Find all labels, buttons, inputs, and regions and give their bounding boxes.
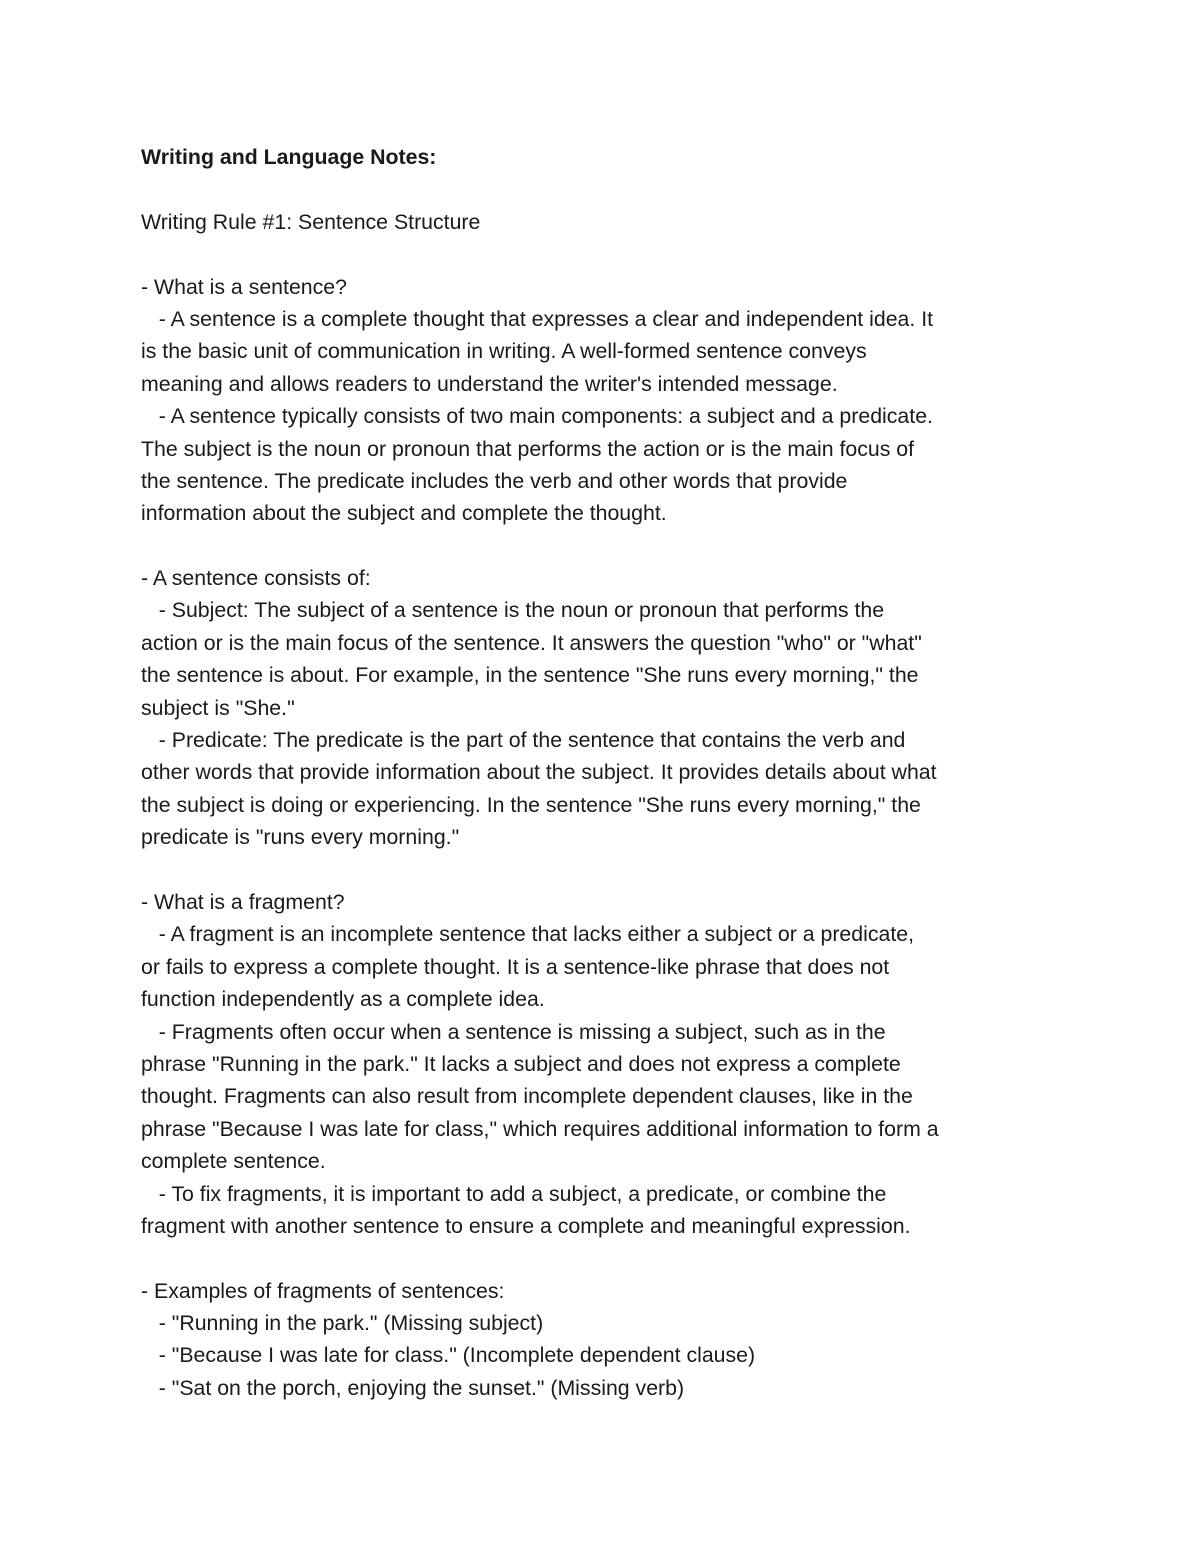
text-line: or fails to express a complete thought. It is a sentence-like phrase that does not [141,954,890,979]
text-line: the subject is doing or experiencing. In the sentence "She runs every morning," the [141,792,921,817]
text-line: other words that provide information about the subject. It provides details about what [141,760,937,785]
text-line: - To fix fragments, it is important to add a subject, a predicate, or combine the [141,1181,887,1206]
section-sentence-consists [141,562,1066,854]
section-fragment-examples [141,1275,1066,1405]
text-line: - A fragment is an incomplete sentence that lacks either a subject or a predicate, [141,922,915,947]
text-line: complete sentence. [141,1149,326,1174]
text-line: information about the subject and complete the thought. [141,501,667,526]
text-line: predicate is "runs every morning." [141,825,460,850]
section-what-is-fragment [141,886,1066,1242]
spacer [141,173,1066,205]
document-body [141,141,1066,1404]
spacer [141,530,1066,562]
text-line: action or is the main focus of the sentence. It answers the question "who" or "what" [141,630,922,655]
text-line: - A sentence consists of: [141,566,371,591]
text-line: phrase "Because I was late for class," which requires additional information to form a [141,1116,939,1141]
text-line: thought. Fragments can also result from incomplete dependent clauses, like in the [141,1084,913,1109]
text-line: function independently as a complete idea. [141,987,545,1012]
text-line: phrase "Running in the park." It lacks a subject and does not express a complete [141,1051,901,1076]
text-line: - "Because I was late for class." (Incomplete dependent clause) [141,1343,756,1368]
document-title: Writing and Language Notes: [141,145,437,169]
text-line: subject is "She." [141,695,295,720]
section-what-is-sentence [141,271,1066,530]
text-line: The subject is the noun or pronoun that performs the action or is the main focus of [141,436,915,461]
text-line: the sentence is about. For example, in the sentence "She runs every morning," the [141,663,919,688]
spacer [141,238,1066,270]
text-line: - Predicate: The predicate is the part of the sentence that contains the verb and [141,728,906,753]
text-line: - "Running in the park." (Missing subject) [141,1311,544,1336]
text-line: - What is a fragment? [141,889,345,914]
text-line: is the basic unit of communication in writing. A well-formed sentence conveys [141,339,867,364]
text-line: - Examples of fragments of sentences: [141,1278,505,1303]
text-line: meaning and allows readers to understand the writer's intended message. [141,371,838,396]
text-line: - What is a sentence? [141,274,347,299]
text-line: - Subject: The subject of a sentence is the noun or pronoun that performs the [141,598,885,623]
text-line: fragment with another sentence to ensure a complete and meaningful expression. [141,1213,911,1238]
text-line: - A sentence is a complete thought that expresses a clear and independent idea. It [141,306,934,331]
spacer [141,1242,1066,1274]
text-line: - Fragments often occur when a sentence is missing a subject, such as in the [141,1019,886,1044]
text-line: - "Sat on the porch, enjoying the sunset." (Missing verb) [141,1375,685,1400]
text-line: - A sentence typically consists of two main components: a subject and a predicate. [141,404,933,429]
rule-heading: Writing Rule #1: Sentence Structure [141,209,481,234]
spacer [141,854,1066,886]
text-line: the sentence. The predicate includes the verb and other words that provide [141,468,848,493]
